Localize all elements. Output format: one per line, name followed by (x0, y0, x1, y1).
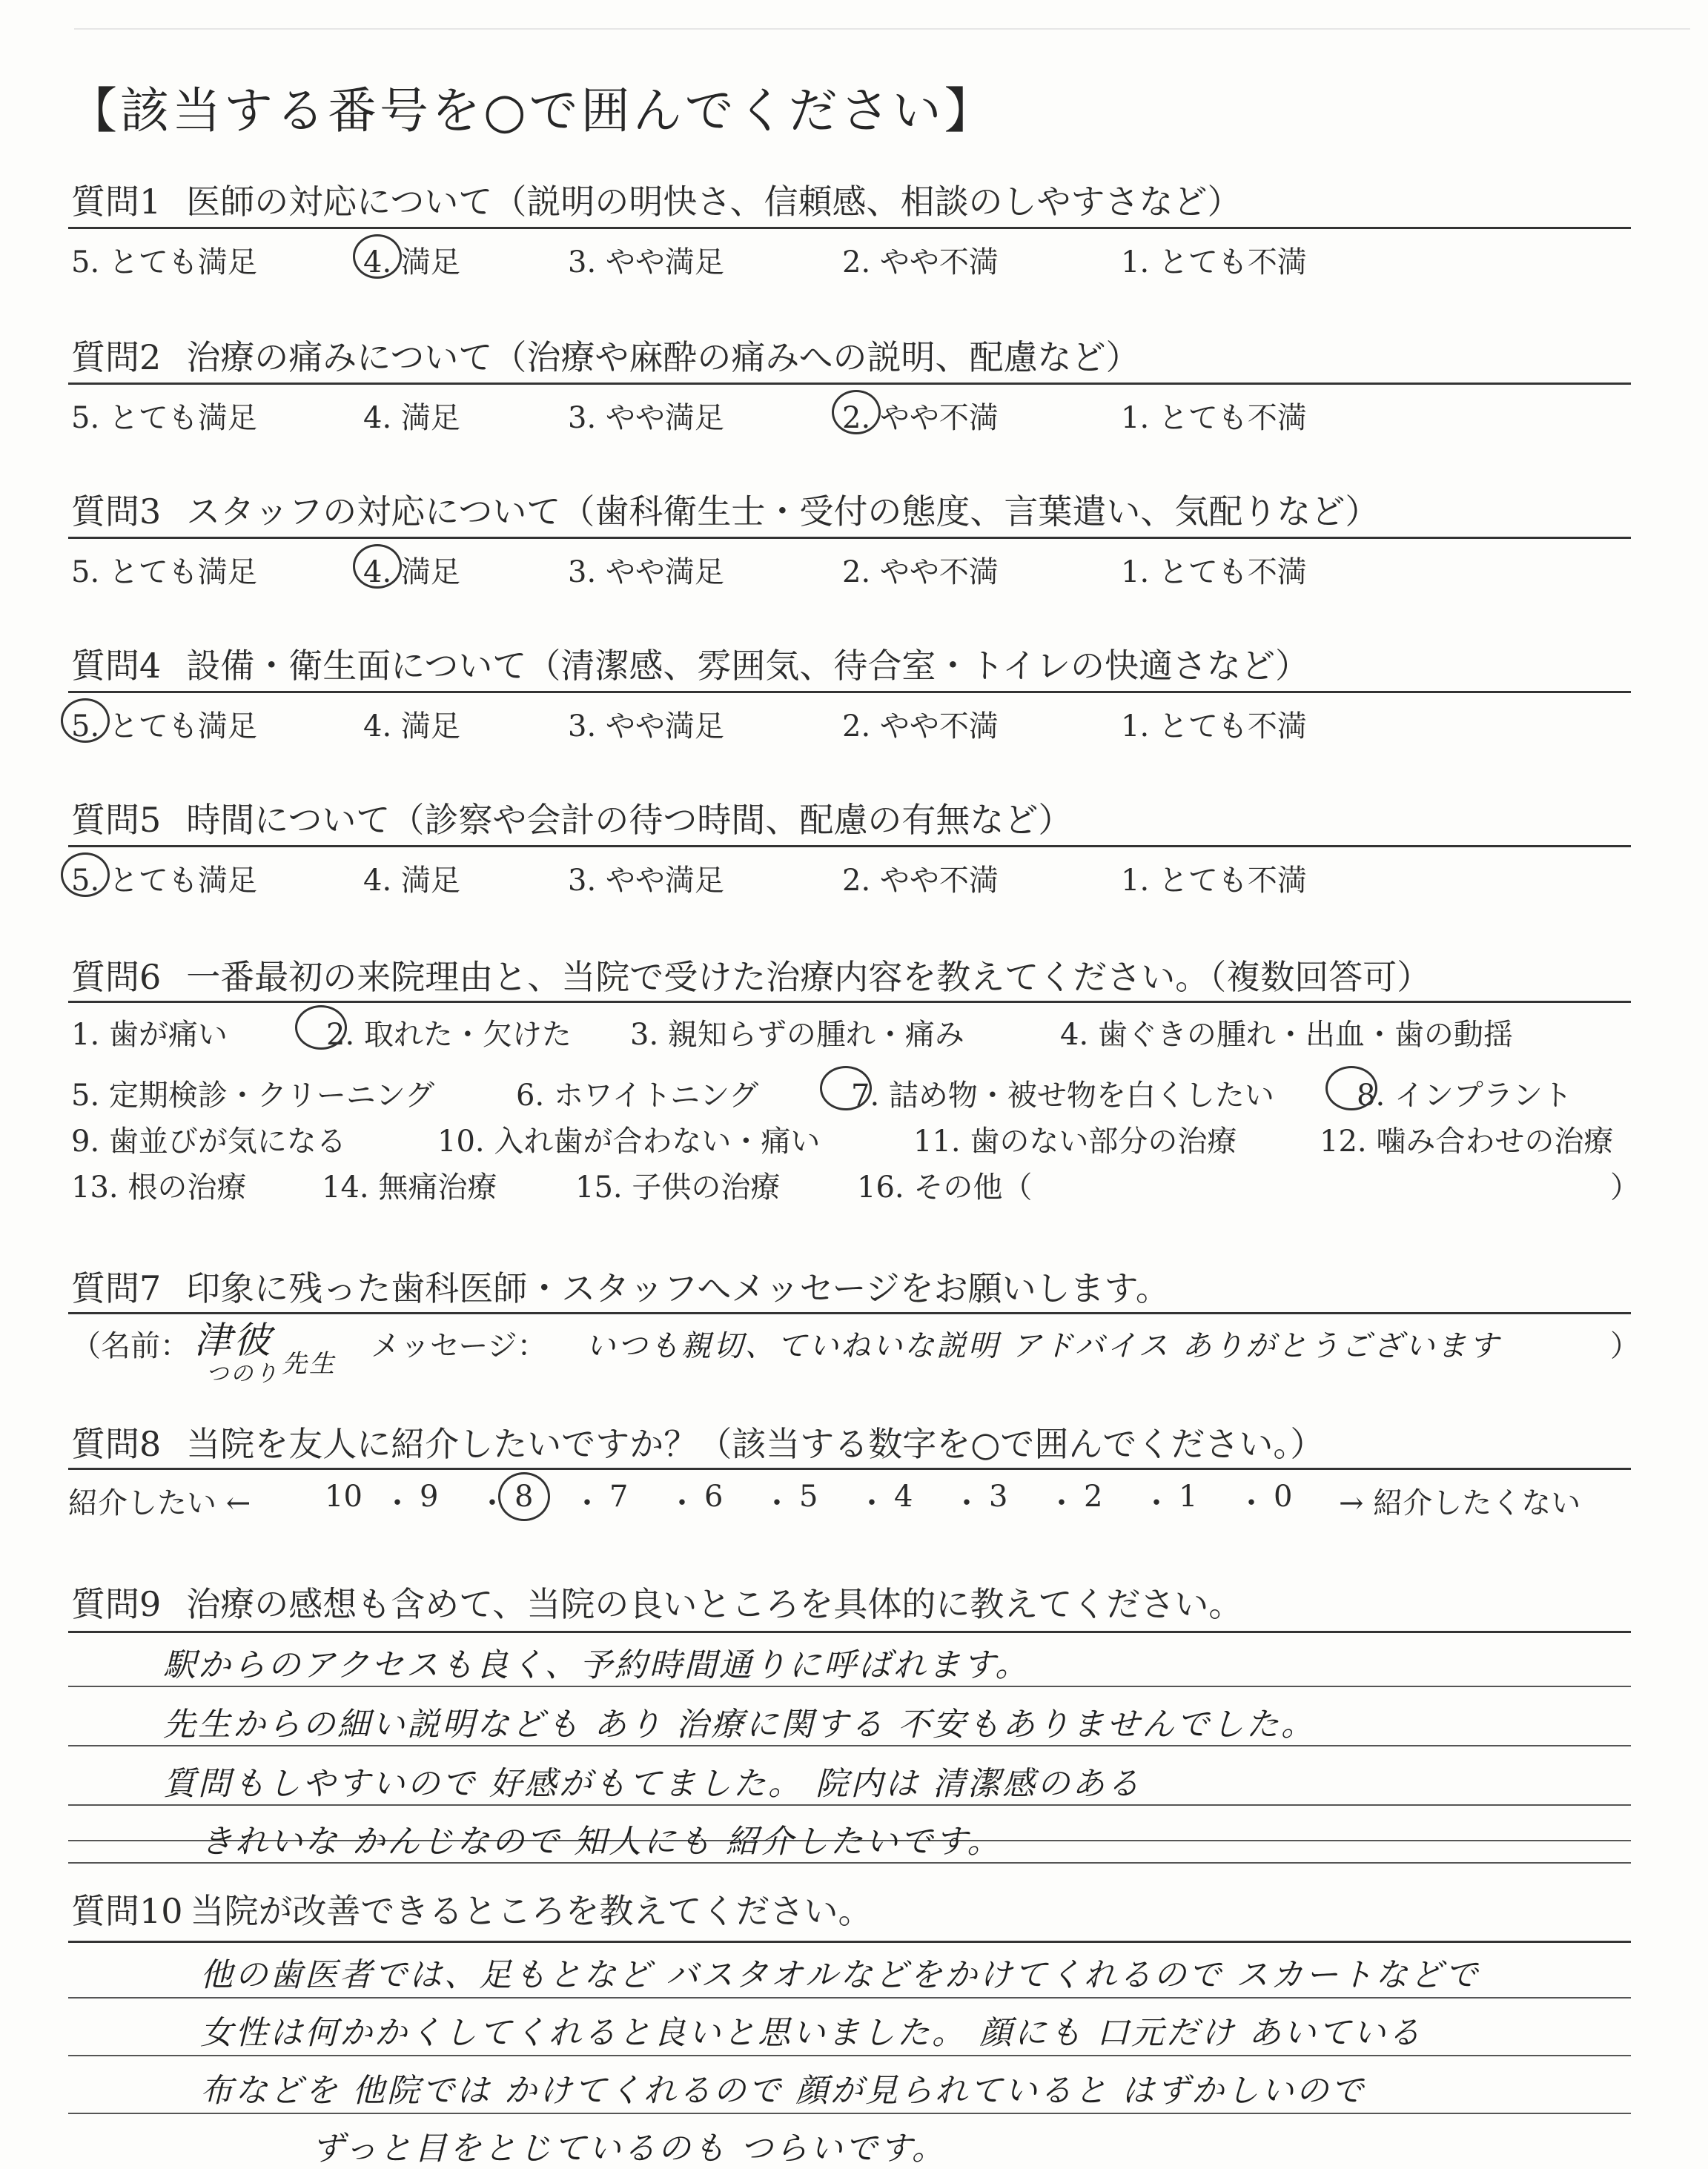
scale-value[interactable]: 9 (420, 1480, 439, 1514)
rating-option[interactable]: 2. やや不満 (842, 709, 999, 744)
name-label: （名前： (71, 1329, 190, 1363)
q6-option[interactable]: 2. 取れた・欠けた (326, 1018, 572, 1052)
rating-option[interactable]: 5. とても満足 (71, 555, 257, 589)
name-handwritten-title: 先生 (282, 1349, 337, 1379)
scale-right-label: → 紹介したくない (1339, 1486, 1581, 1520)
rating-option[interactable]: 5. とても満足 (71, 401, 257, 435)
question-4 (71, 639, 1309, 688)
scale-value[interactable]: 7 (609, 1480, 629, 1514)
q6-option[interactable]: 1. 歯が痛い (71, 1018, 228, 1052)
question-text: 医師の対応について（説明の明快さ、信頼感、相談のしやすさなど） (186, 182, 1242, 222)
q6-option[interactable]: 16. その他（ (857, 1170, 1033, 1205)
q6-option[interactable]: 12. 噛み合わせの治療 (1320, 1125, 1614, 1159)
question-rule (68, 537, 1631, 539)
question-number: 質問7 (71, 1268, 162, 1308)
writing-line (68, 2113, 1631, 2114)
question-1 (71, 175, 1242, 224)
writing-line (68, 1862, 1631, 1864)
question-number: 質問3 (71, 491, 162, 532)
form-title: 【該当する番号を○で囲んでください】 (68, 82, 996, 139)
q9-handwritten-line: 質問もしやすいので 好感がもてました。 院内は 清潔感のある (163, 1765, 1142, 1803)
writing-line (68, 1686, 1631, 1687)
rating-option[interactable]: 1. とても不満 (1121, 555, 1307, 589)
scale-separator: ・ (1047, 1486, 1076, 1520)
scale-separator: ・ (762, 1486, 792, 1520)
q10-handwritten-line: 他の歯医者では、足もとなど バスタオルなどをかけてくれるので スカートなどで (200, 1956, 1480, 1994)
question-number: 質問9 (71, 1584, 162, 1624)
question-text: スタッフの対応について（歯科衛生士・受付の態度、言葉遣い、気配りなど） (186, 491, 1380, 532)
scale-separator: ・ (952, 1486, 982, 1520)
question-rule (68, 1001, 1631, 1003)
q9-handwritten-line: 先生からの細い説明なども あり 治療に関する 不安もありませんでした。 (163, 1706, 1316, 1744)
question-number: 質問6 (71, 957, 162, 997)
question-number: 質問1 (71, 182, 162, 222)
question-text: 時間について（診察や会計の待つ時間、配慮の有無など） (186, 800, 1073, 840)
scale-value[interactable]: 5 (799, 1480, 818, 1514)
scale-value[interactable]: 8 (514, 1480, 534, 1514)
writing-line (68, 2055, 1631, 2056)
scale-separator: ・ (572, 1486, 602, 1520)
selection-circle (61, 852, 110, 897)
question-text: 設備・衛生面について（清潔感、雰囲気、待合室・トイレの快適さなど） (186, 646, 1310, 686)
top-border (74, 28, 1690, 30)
question-2 (71, 331, 1139, 380)
question-text: 治療の感想も含めて、当院の良いところを具体的に教えてください。 (186, 1584, 1243, 1624)
scale-separator: ・ (477, 1486, 507, 1520)
scale-separator: ・ (1142, 1486, 1171, 1520)
scale-value[interactable]: 10 (325, 1480, 363, 1514)
scale-left-label: 紹介したい ← (68, 1486, 251, 1520)
rating-option[interactable]: 1. とても不満 (1121, 245, 1307, 279)
rating-option[interactable]: 1. とても不満 (1121, 709, 1307, 744)
rating-option[interactable]: 2. やや不満 (842, 245, 999, 279)
question-rule (68, 1631, 1631, 1633)
other-close-paren: ） (1610, 1170, 1640, 1205)
scale-value[interactable]: 2 (1084, 1480, 1103, 1514)
q10-handwritten-line: 女性は何かかくしてくれると良いと思いました。 顔にも 口元だけ あいている (200, 2014, 1423, 2052)
q6-option[interactable]: 14. 無痛治療 (322, 1170, 497, 1205)
selection-circle (498, 1472, 550, 1521)
rating-option[interactable]: 1. とても不満 (1121, 401, 1307, 435)
writing-line (68, 1804, 1631, 1806)
scale-value[interactable]: 3 (989, 1480, 1008, 1514)
rating-option[interactable]: 4. 満足 (363, 555, 460, 589)
question-number: 質問5 (71, 800, 162, 840)
q9-handwritten-line: 駅からのアクセスも良く、予約時間通りに呼ばれます。 (163, 1646, 1030, 1684)
question-number: 質問10 (71, 1891, 183, 1931)
question-rule (68, 845, 1631, 847)
question-text: 当院が改善できるところを教えてください。 (190, 1891, 873, 1931)
rating-option[interactable]: 1. とても不満 (1121, 864, 1307, 898)
message-close-paren: ） (1610, 1329, 1640, 1363)
rating-option[interactable]: 4. 満足 (363, 245, 460, 279)
q6-option[interactable]: 4. 歯ぐきの腫れ・出血・歯の動揺 (1060, 1018, 1513, 1052)
scale-separator: ・ (383, 1486, 412, 1520)
q10-handwritten-line: ずっと目をとじているのも つらいです。 (311, 2130, 947, 2168)
q6-option[interactable]: 3. 親知らずの腫れ・痛み (630, 1018, 964, 1052)
scale-separator: ・ (857, 1486, 887, 1520)
question-rule (68, 1312, 1631, 1314)
q6-option[interactable]: 13. 根の治療 (71, 1170, 247, 1205)
rating-option[interactable]: 3. やや満足 (568, 401, 724, 435)
question-number: 質問8 (71, 1424, 162, 1464)
selection-circle (295, 1005, 347, 1050)
question-rule (68, 1468, 1631, 1470)
scale-value[interactable]: 0 (1274, 1480, 1293, 1514)
selection-circle (820, 1066, 872, 1110)
selection-circle (353, 544, 402, 589)
question-9 (71, 1577, 1242, 1626)
q6-option[interactable]: 7. 詰め物・被せ物を白くしたい (851, 1079, 1274, 1113)
name-handwritten: 津彼 (194, 1319, 273, 1362)
rating-option[interactable]: 2. やや不満 (842, 555, 999, 589)
selection-circle (1325, 1066, 1377, 1110)
rating-option[interactable]: 3. やや満足 (568, 555, 724, 589)
scale-value[interactable]: 1 (1179, 1480, 1198, 1514)
question-5 (71, 793, 1072, 842)
question-rule (68, 691, 1631, 693)
question-text: 印象に残った歯科医師・スタッフへメッセージをお願いします。 (186, 1268, 1170, 1308)
q6-option[interactable]: 8. インプラント (1357, 1079, 1572, 1113)
question-3 (71, 485, 1379, 534)
q6-option[interactable]: 6. ホワイトニング (516, 1079, 759, 1113)
question-6 (71, 950, 1431, 999)
name-handwritten-reading: つのり (206, 1361, 279, 1387)
rating-option[interactable]: 3. やや満足 (568, 864, 724, 898)
writing-line (68, 1997, 1631, 1999)
scale-value[interactable]: 6 (704, 1480, 724, 1514)
selection-circle (61, 698, 110, 743)
rating-option[interactable]: 5. とても満足 (71, 245, 257, 279)
scale-separator: ・ (1237, 1486, 1266, 1520)
question-text: 一番最初の来院理由と、当院で受けた治療内容を教えてください。（複数回答可） (186, 957, 1431, 997)
selection-circle (832, 390, 881, 434)
writing-line (68, 1745, 1631, 1746)
question-8 (71, 1417, 1324, 1466)
q6-option[interactable]: 15. 子供の治療 (575, 1170, 781, 1205)
rating-option[interactable]: 5. とても満足 (71, 709, 257, 744)
rating-option[interactable]: 3. やや満足 (568, 245, 724, 279)
question-7 (71, 1262, 1170, 1311)
question-text: 当院を友人に紹介したいですか？（該当する数字を○で囲んでください。） (186, 1424, 1325, 1464)
q9-handwritten-line: きれいな かんじなので 知人にも 紹介したいです。 (200, 1823, 1002, 1861)
scale-separator: ・ (667, 1486, 697, 1520)
question-rule (68, 383, 1631, 385)
rating-option[interactable]: 3. やや満足 (568, 709, 724, 744)
q6-option[interactable]: 5. 定期検診・クリーニング (71, 1079, 435, 1113)
rating-option[interactable]: 4. 満足 (363, 709, 460, 744)
scale-value[interactable]: 4 (894, 1480, 913, 1514)
message-label: メッセージ： (371, 1329, 547, 1363)
q6-option[interactable]: 9. 歯並びが気になる (71, 1125, 346, 1159)
selection-circle (353, 234, 402, 279)
q6-option[interactable]: 11. 歯のない部分の治療 (913, 1125, 1237, 1159)
q10-handwritten-line: 布などを 他院では かけてくれるので 顔が見られていると はずかしいので (200, 2072, 1366, 2110)
rating-option[interactable]: 4. 満足 (363, 401, 460, 435)
question-number: 質問4 (71, 646, 162, 686)
question-rule (68, 1941, 1631, 1943)
question-rule (68, 227, 1631, 229)
rating-option[interactable]: 2. やや不満 (842, 864, 999, 898)
rating-option[interactable]: 4. 満足 (363, 864, 460, 898)
rating-option[interactable]: 5. とても満足 (71, 864, 257, 898)
q6-option[interactable]: 10. 入れ歯が合わない・痛い (437, 1125, 821, 1159)
question-number: 質問2 (71, 337, 162, 377)
question-text: 治療の痛みについて（治療や麻酔の痛みへの説明、配慮など） (186, 337, 1140, 377)
rating-option[interactable]: 2. やや不満 (842, 401, 999, 435)
question-10 (71, 1884, 873, 1933)
message-handwritten: いつも親切、ていねいな説明 アドバイス ありがとうございます (586, 1329, 1501, 1363)
